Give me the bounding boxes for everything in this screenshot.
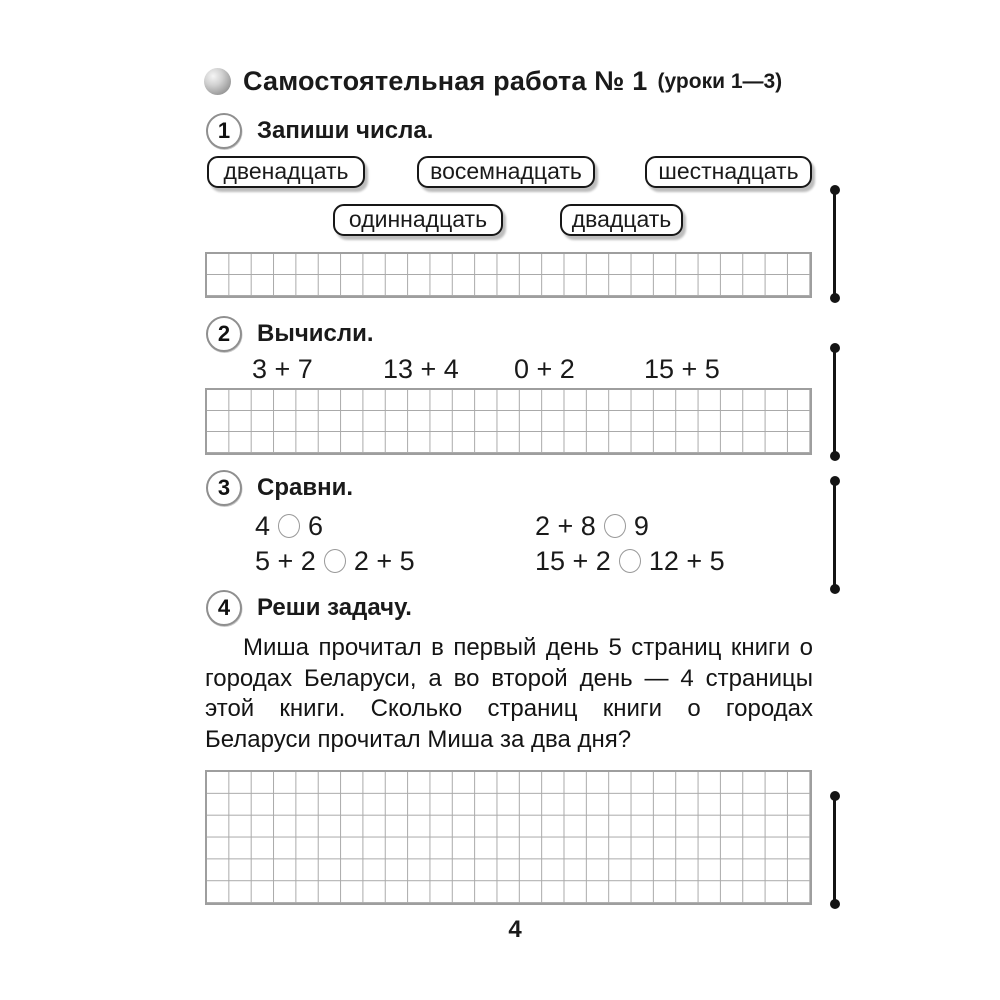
comparison-item bbox=[535, 546, 725, 577]
page-number: 4 bbox=[508, 916, 522, 943]
calc-expression: 13 + 4 bbox=[383, 354, 459, 384]
comparison-circle[interactable] bbox=[604, 514, 626, 538]
page-header bbox=[204, 66, 782, 97]
page-title: Самостоятельная работа № 1 bbox=[243, 66, 648, 96]
exercise-1-label: Запиши числа. bbox=[257, 117, 434, 144]
word-problem-text: Миша прочитал в первый день 5 страниц книги о городах Беларуси, а во второй день — 4 страницы этой книги. Сколько страниц книги о городах Беларуси прочитал Миша за два дня? bbox=[205, 634, 813, 753]
comparison-right: 6 bbox=[308, 511, 324, 541]
exercise-3-label: Сравни. bbox=[257, 474, 354, 501]
exercise-4-label: Реши задачу. bbox=[257, 594, 412, 621]
exercise-2-header bbox=[206, 316, 374, 352]
exercise-4-number-badge: 4 bbox=[206, 590, 242, 626]
bullet-sphere-icon bbox=[204, 68, 231, 95]
exercise-2-label: Вычисли. bbox=[257, 320, 374, 347]
exercise-1-number-badge: 1 bbox=[206, 113, 242, 149]
number-word-box: одиннадцать bbox=[333, 204, 503, 236]
comparison-left: 15 + 2 bbox=[535, 546, 611, 576]
margin-task-marker bbox=[833, 190, 836, 298]
comparison-left: 4 bbox=[255, 511, 271, 541]
comparison-right: 2 + 5 bbox=[353, 546, 415, 576]
comparison-item bbox=[535, 511, 649, 542]
comparison-circle[interactable] bbox=[278, 514, 300, 538]
margin-task-marker bbox=[833, 348, 836, 456]
margin-task-marker bbox=[833, 796, 836, 904]
comparison-right: 12 + 5 bbox=[648, 546, 725, 576]
comparison-left: 2 + 8 bbox=[535, 511, 596, 541]
answer-grid-exercise-1[interactable] bbox=[205, 252, 812, 298]
comparison-item bbox=[255, 511, 323, 542]
comparison-left: 5 + 2 bbox=[255, 546, 316, 576]
comparison-circle[interactable] bbox=[619, 549, 641, 573]
exercise-1-header bbox=[206, 113, 433, 149]
number-word-box: восемнадцать bbox=[417, 156, 595, 188]
answer-grid-exercise-4[interactable] bbox=[205, 770, 812, 905]
exercise-3-header bbox=[206, 470, 353, 506]
calc-expression: 3 + 7 bbox=[252, 354, 313, 384]
comparison-item bbox=[255, 546, 415, 577]
comparison-circle[interactable] bbox=[324, 549, 346, 573]
number-word-box: шестнадцать bbox=[645, 156, 812, 188]
margin-task-marker bbox=[833, 481, 836, 589]
exercise-2-number-badge: 2 bbox=[206, 316, 242, 352]
comparison-right: 9 bbox=[633, 511, 649, 541]
answer-grid-exercise-2[interactable] bbox=[205, 388, 812, 455]
exercise-3-number-badge: 3 bbox=[206, 470, 242, 506]
page-title-lessons: (уроки 1—3) bbox=[657, 69, 783, 93]
calc-expression: 0 + 2 bbox=[514, 354, 575, 384]
exercise-4-header bbox=[206, 590, 412, 626]
number-word-box: двенадцать bbox=[207, 156, 365, 188]
calc-expression: 15 + 5 bbox=[644, 354, 720, 384]
number-word-box: двадцать bbox=[560, 204, 683, 236]
